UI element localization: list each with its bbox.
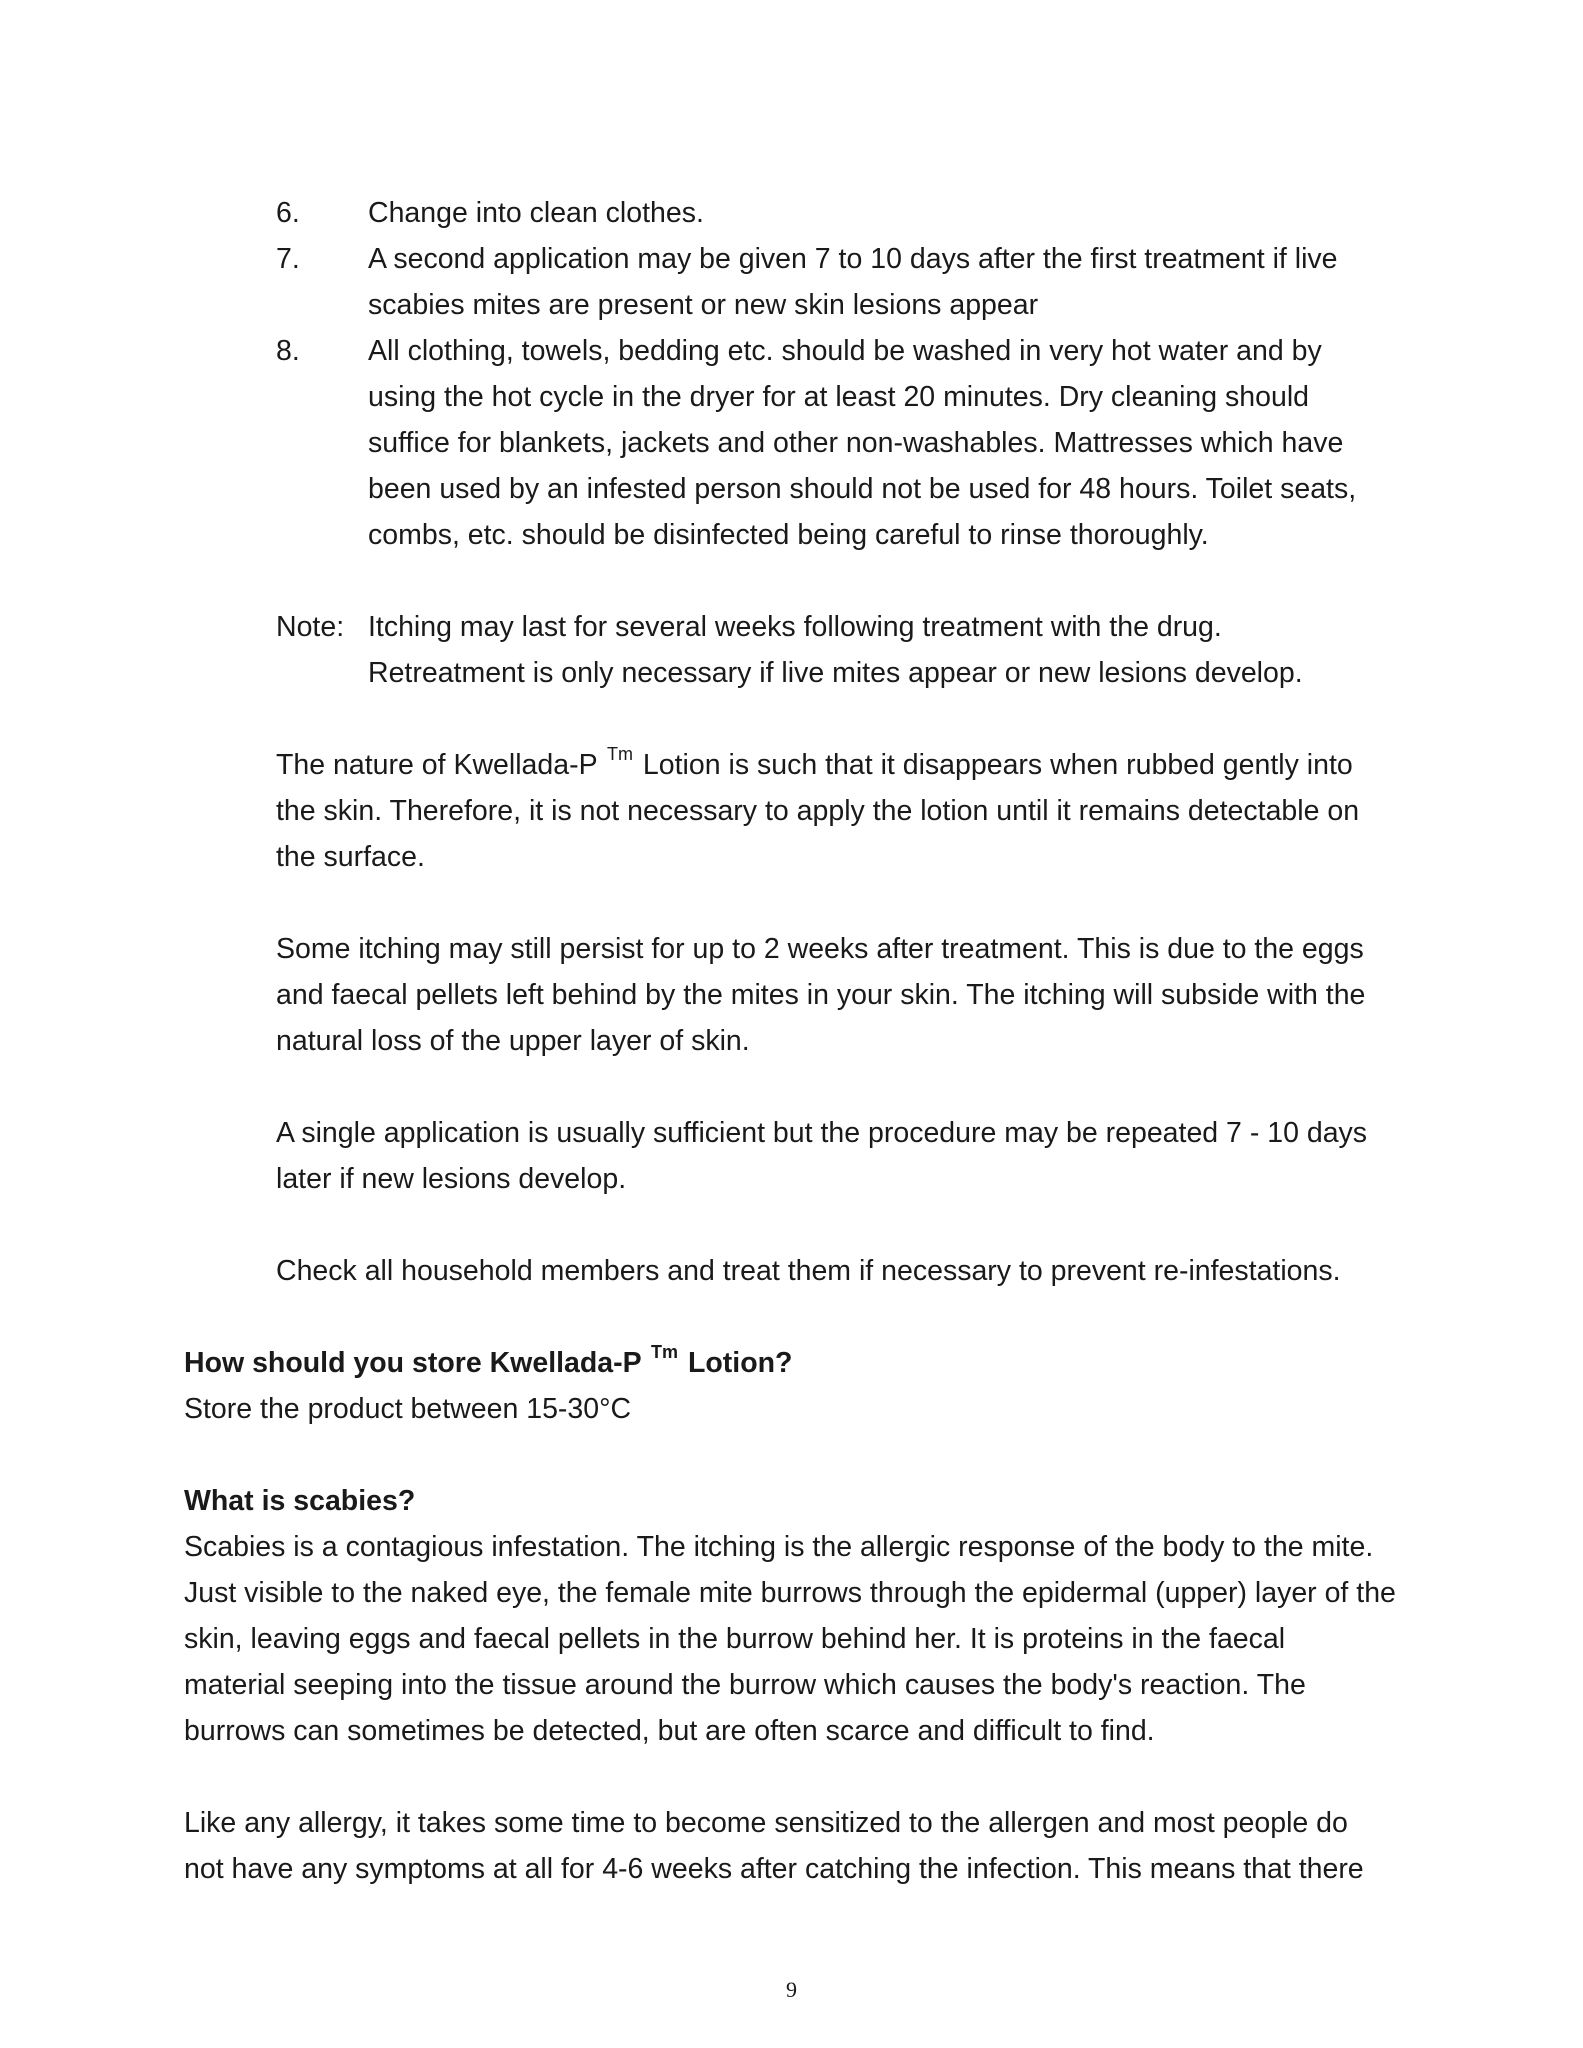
trademark-mark: Tm bbox=[607, 744, 634, 764]
list-item-text: suffice for blankets, jackets and other non-washables. Mattresses which have bbox=[368, 427, 1344, 459]
note-text: Retreatment is only necessary if live mites appear or new lesions develop. bbox=[368, 657, 1303, 689]
paragraph-line: skin, leaving eggs and faecal pellets in the burrow behind her. It is proteins in the faecal bbox=[184, 1623, 1286, 1655]
paragraph-line: burrows can sometimes be detected, but are often scarce and difficult to find. bbox=[184, 1715, 1155, 1747]
paragraph-line: and faecal pellets left behind by the mites in your skin. The itching will subside with the bbox=[276, 979, 1366, 1011]
trademark-mark: Tm bbox=[651, 1342, 679, 1362]
paragraph-line: not have any symptoms at all for 4-6 weeks after catching the infection. This means that there bbox=[184, 1853, 1364, 1885]
text-run: The nature of Kwellada-P bbox=[276, 749, 606, 781]
section-heading bbox=[184, 1340, 792, 1386]
text-run: Lotion? bbox=[680, 1347, 793, 1379]
paragraph-line: material seeping into the tissue around the burrow which causes the body's reaction. The bbox=[184, 1669, 1306, 1701]
page-number: 9 bbox=[786, 1977, 797, 2002]
paragraph-check-household: Check all household members and treat them if necessary to prevent re-infestations. bbox=[276, 1255, 1341, 1287]
list-number: 8. bbox=[276, 335, 300, 367]
paragraph-line: Just visible to the naked eye, the female mite burrows through the epidermal (upper) layer of the bbox=[184, 1577, 1396, 1609]
text-run: How should you store Kwellada-P bbox=[184, 1347, 650, 1379]
paragraph-line: the surface. bbox=[276, 841, 425, 873]
list-item-text: All clothing, towels, bedding etc. should be washed in very hot water and by bbox=[368, 335, 1322, 367]
section-heading: What is scabies? bbox=[184, 1485, 416, 1517]
list-item-text: using the hot cycle in the dryer for at least 20 minutes. Dry cleaning should bbox=[368, 381, 1310, 413]
paragraph-line bbox=[276, 742, 1353, 788]
paragraph-line: natural loss of the upper layer of skin. bbox=[276, 1025, 750, 1057]
text-run: Lotion is such that it disappears when rubbed gently into bbox=[635, 749, 1353, 781]
list-item-text: A second application may be given 7 to 10 days after the first treatment if live bbox=[368, 243, 1338, 275]
list-item-text: Change into clean clothes. bbox=[368, 197, 704, 229]
paragraph-line: later if new lesions develop. bbox=[276, 1163, 627, 1195]
list-number: 7. bbox=[276, 243, 300, 275]
paragraph-line: Scabies is a contagious infestation. The itching is the allergic response of the body to the mite. bbox=[184, 1531, 1374, 1563]
store-text: Store the product between 15-30°C bbox=[184, 1393, 632, 1425]
list-item-text: scabies mites are present or new skin lesions appear bbox=[368, 289, 1039, 321]
note-label: Note: bbox=[276, 611, 345, 643]
paragraph-line: Some itching may still persist for up to 2 weeks after treatment. This is due to the eggs bbox=[276, 933, 1364, 965]
paragraph-line: A single application is usually sufficient but the procedure may be repeated 7 - 10 days bbox=[276, 1117, 1368, 1149]
note-text: Itching may last for several weeks following treatment with the drug. bbox=[368, 611, 1222, 643]
list-number: 6. bbox=[276, 197, 300, 229]
paragraph-line: the skin. Therefore, it is not necessary to apply the lotion until it remains detectable on bbox=[276, 795, 1360, 827]
list-item-text: been used by an infested person should not be used for 48 hours. Toilet seats, bbox=[368, 473, 1357, 505]
list-item-text: combs, etc. should be disinfected being careful to rinse thoroughly. bbox=[368, 519, 1209, 551]
paragraph-line: Like any allergy, it takes some time to become sensitized to the allergen and most people do bbox=[184, 1807, 1348, 1839]
